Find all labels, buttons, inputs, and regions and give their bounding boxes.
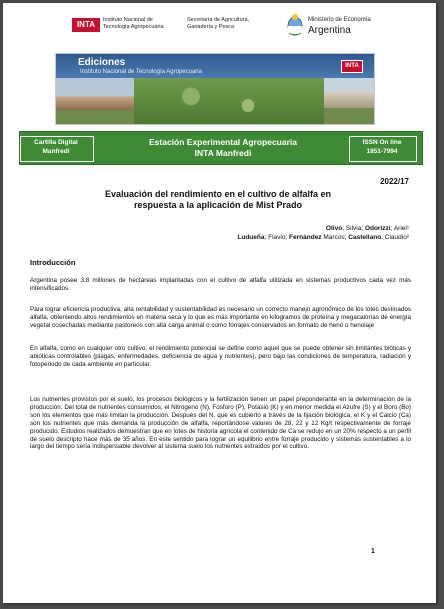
section-heading: Introducción xyxy=(30,258,76,267)
banner-title: Ediciones xyxy=(78,57,126,68)
cartilla-line2: Manfredi xyxy=(42,148,70,155)
banner-inta-logo: INTA xyxy=(341,60,363,73)
document-page xyxy=(3,3,436,603)
secretaria-line1: Secretaría de Agricultura, xyxy=(187,17,250,23)
author-surname: Olivo xyxy=(325,225,343,232)
cartilla-label xyxy=(20,138,92,156)
issn-label xyxy=(349,138,415,156)
institute-line2: Tecnología Agropecuaria xyxy=(103,24,164,30)
issn-line2: 1851-7994 xyxy=(366,148,398,155)
ministry-country: Argentina xyxy=(308,25,351,36)
title-line2: respuesta a la aplicación de Mist Prado xyxy=(133,200,303,210)
ediciones-banner xyxy=(55,53,375,125)
ministry-name: Ministerio de Economía xyxy=(308,17,371,23)
banner-subtitle: Instituto Nacional de Tecnología Agropecuaria xyxy=(80,69,202,75)
author-given: ; Flavio; xyxy=(264,234,290,241)
station-line1: Estación Experimental Agropecuaria xyxy=(148,137,297,147)
author-given: , Claudio² xyxy=(381,234,409,241)
author-surname: Odorizzi xyxy=(364,225,391,232)
issn-line1: ISSN On line xyxy=(362,139,402,146)
cartilla-line1: Cartilla Digital xyxy=(34,139,78,146)
document-year: 2022/17 xyxy=(380,177,409,186)
author-surname: Fernández xyxy=(289,234,322,241)
paragraph-3: En alfalfa, como en cualquier otro cultivo, el rendimiento potencial se define como aquel que se puede obtener sin limitantes bióticas y abióticas controlables (plagas, enfermedades, deficiencia de agua y nutrientes), pero bajo las condiciones de temperatura, radiación y fotoperiodo de cada ambiente en particular. xyxy=(30,345,411,368)
paragraph-4: Los nutrientes provistos por el suelo, los procesos biológicos y la fertilización tienen un papel preponderante en la determinación de la producción. Del total de nutrientes consumidos, el Nitrógeno (N), Fosforo (P), Potasio (K) y en menor medida el Azufre (S) y el Boro (Bo) son los elementos que más limitan la producción. Después del N, que es cubierto a través de la fijación biológica, el K y el Calcio (Ca) son los nutrientes que más demanda la producción de alfalfa, reportándose valores de 28, 22 y 12 Kg/t respectivamente de forraje producido. Estudios realizados demuestran que en lotes de historia agrícola el contenido de Ca se redujo en un 20% respecto a un perfil de suelo descripto hace más de 35 años. En este sentido para lograr un equilibrio entre forraje producido y sistemas sustentables a lo largo del tiempo sería indispensable devolver al sistema suelo los nutrientes extraídos por el cultivo. xyxy=(30,396,411,451)
banner-photo-building xyxy=(56,78,134,124)
institute-line1: Instituto Nacional de xyxy=(103,17,153,23)
secretaria-name xyxy=(187,17,267,31)
document-title xyxy=(58,189,378,211)
inta-logo: INTA xyxy=(72,18,100,32)
station-label xyxy=(123,137,323,159)
banner-photo-station xyxy=(324,78,374,124)
author-given: Marcos; xyxy=(321,234,349,241)
paragraph-2: Para lograr eficiencia productiva, alta rentabilidad y sustentabilidad es necesario un correcto manejo agronómico de los lotes destinados alfalfa, obteniendo altos rendimientos en materia seca y lo que es más importante en kilogramos de proteína y megacalorías de energía vegetal cosechadas mediante pastoreos con alta carga animal o como forrajes conservados en formato de heno o henolaje xyxy=(30,306,411,329)
authors-line1 xyxy=(69,224,409,233)
paragraph-1: Argentina posee 3.8 millones de hectáreas implantadas con el cultivo de alfalfa utilizada en sistemas productivos cada vez más intensificados. xyxy=(30,277,411,292)
author-surname: Castellano xyxy=(348,234,382,241)
secretaria-line2: Ganadería y Pesca xyxy=(187,24,235,30)
author-given: , Silvia; xyxy=(342,225,365,232)
station-line2: INTA Manfredi xyxy=(194,148,252,158)
author-given: ; Ariel¹ xyxy=(390,225,409,232)
page-number: 1 xyxy=(371,548,375,555)
coat-of-arms-icon xyxy=(286,13,304,37)
institute-name xyxy=(103,17,183,31)
authors-line2 xyxy=(69,233,409,242)
banner-photo-field xyxy=(134,78,324,124)
title-line1: Evaluación del rendimiento en el cultivo de alfalfa en xyxy=(104,189,332,199)
author-surname: Ludueña xyxy=(237,234,265,241)
